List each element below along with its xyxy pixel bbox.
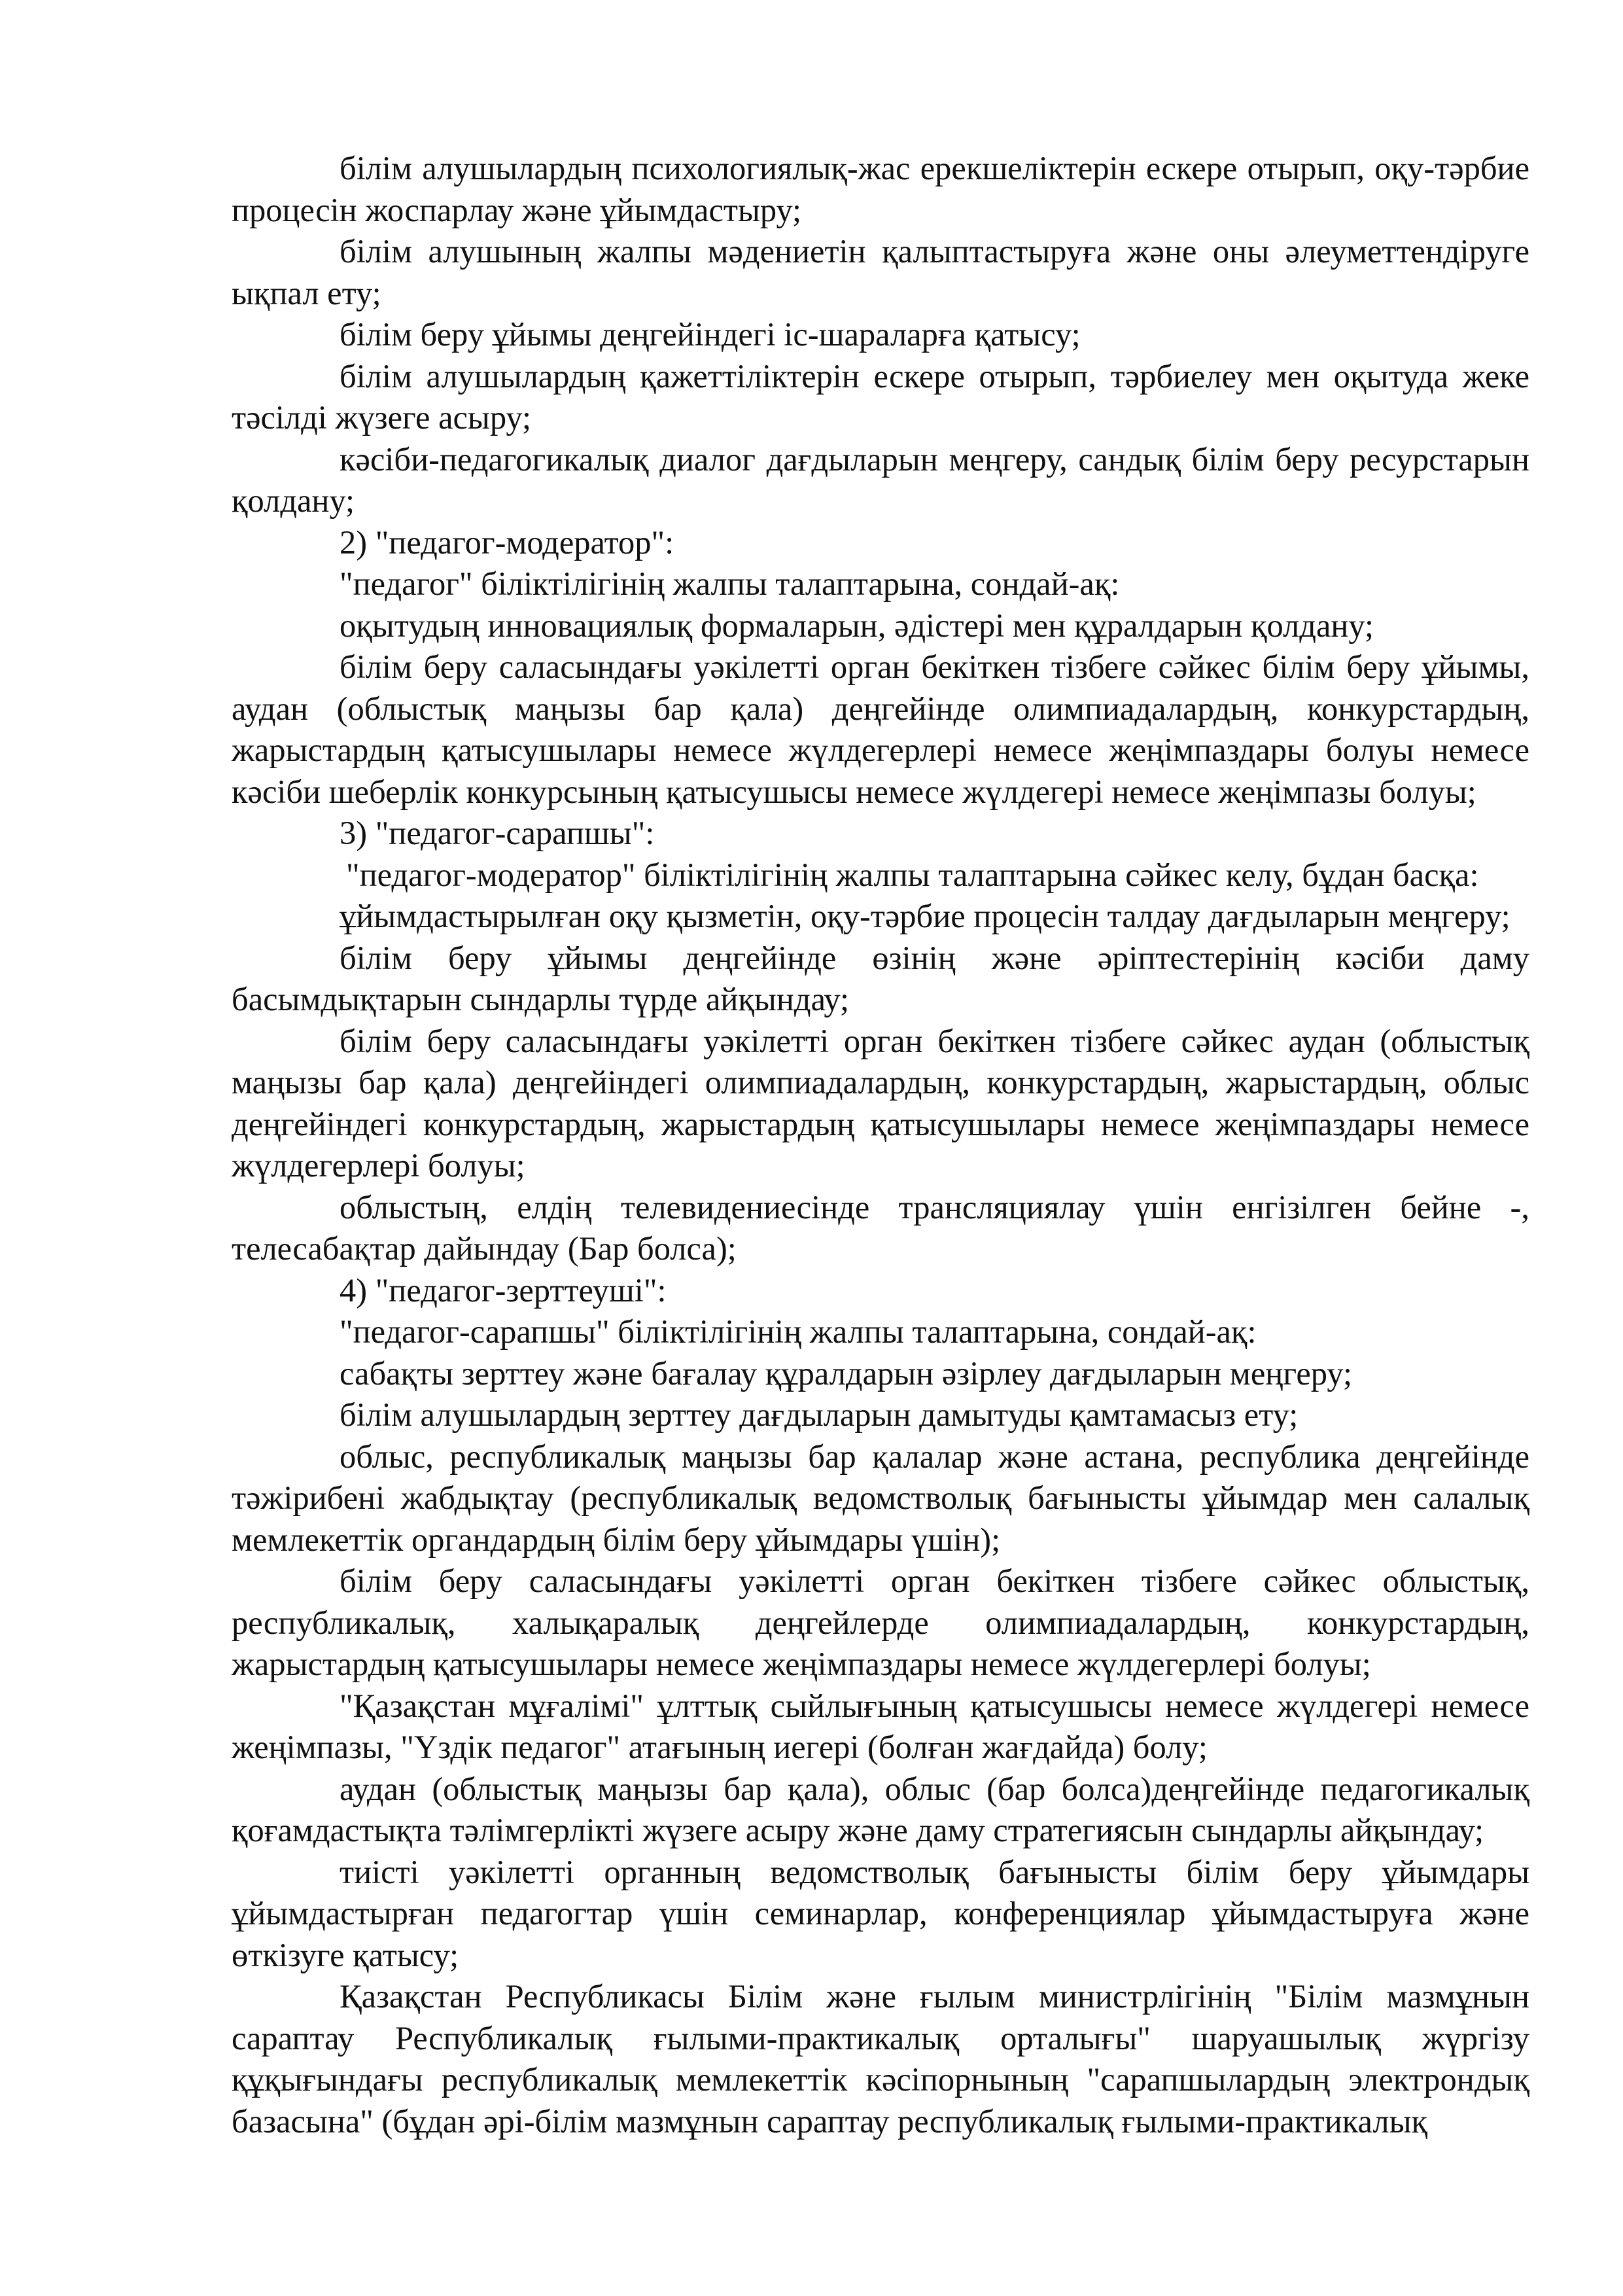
paragraph: кәсіби-педагогикалық диалог дағдыларын меңгеру, сандық білім беру ресурстарын қолдану; [232,440,1529,519]
paragraph: "Қазақстан мұғалімі" ұлттық сыйлығының қатысушысы немесе жүлдегері немесе жеңімпазы, "Үздік педагог" атағының иегері (болған жағдайда) болу; [232,1687,1529,1765]
paragraph: облыстың, елдің телевидениесінде трансляциялау үшін енгізілген бейне -, телесабақтар дайындау (Бар болса); [232,1188,1529,1267]
document-page [232,148,1529,2142]
paragraph: сабақты зерттеу және бағалау құралдарын әзірлеу дағдыларын меңгеру; [340,1354,1352,1392]
section-heading: 2) "педагог-модератор": [340,523,674,561]
paragraph: облыс, республикалық маңызы бар қалалар және астана, республика деңгейінде тәжірибені жабдықтау (республикалық ведомстволық бағынысты ұйымдар мен салалық мемлекеттік органдардың білім беру ұйымдары үшін); [232,1438,1529,1558]
paragraph: білім беру саласындағы уәкілетті орган бекіткен тізбеге сәйкес аудан (облыстық маңызы бар қала) деңгейіндегі олимпиадалардың, конкурстардың, жарыстардың, облыс деңгейіндегі конкурстардың, жарыстардың қатысушылары немесе жеңімпаздары немесе жүлдегерлері болуы; [232,1022,1529,1184]
paragraph: "педагог-модератор" біліктілігінің жалпы талаптарына сәйкес келу, бұдан басқа: [346,856,1479,893]
paragraph: Қазақстан Республикасы Білім және ғылым министрлігінің "Білім мазмұнын сараптау Республикалық ғылыми-практикалық орталығы" шаруашылық жүргізу құқығындағы республикалық мемлекеттік кәсіпорнының "сарапшылардың электрондық базасына" (бұдан әрі-білім мазмұнын сараптау республикалық ғылыми-практикалық [232,1978,1529,2140]
paragraph: білім беру ұйымы деңгейіндегі іс-шараларға қатысу; [340,316,1081,353]
paragraph: ұйымдастырылған оқу қызметін, оқу-тәрбие процесін талдау дағдыларын меңгеру; [340,898,1510,934]
paragraph: білім беру саласындағы уәкілетті орган бекіткен тізбеге сәйкес білім беру ұйымы, аудан (облыстық маңызы бар қала) деңгейінде олимпиадалардың, конкурстардың, жарыстардың қатысушылары немесе жүлдегерлері немесе жеңімпаздары болуы немесе кәсіби шеберлік конкурсының қатысушысы немесе жүлдегері немесе жеңімпазы болуы; [232,648,1529,810]
section-heading: 3) "педагог-сарапшы": [340,815,655,851]
section-heading: 4) "педагог-зерттеуші": [340,1271,667,1309]
paragraph: "педагог-сарапшы" біліктілігінің жалпы талаптарына, сондай-ақ: [340,1313,1257,1350]
paragraph: білім беру ұйымы деңгейінде өзінің және әріптестерінің кәсіби даму басымдықтарын сындарлы түрде айқындау; [232,939,1529,1017]
paragraph: білім алушылардың қажеттіліктерін ескере отырып, тәрбиелеу мен оқытуда жеке тәсілді жүзеге асыру; [232,357,1529,436]
paragraph: білім алушылардың психологиялық-жас ерекшеліктерін ескере отырып, оқу-тәрбие процесін жоспарлау және ұйымдастыру; [232,150,1529,228]
paragraph: тиісті уәкілетті органның ведомстволық бағынысты білім беру ұйымдары ұйымдастырған педагогтар үшін семинарлар, конференциялар ұйымдастыруға және өткізуге қатысу; [232,1853,1529,1973]
paragraph: білім беру саласындағы уәкілетті орган бекіткен тізбеге сәйкес облыстық, республикалық, халықаралық деңгейлерде олимпиадалардың, конкурстардың, жарыстардың қатысушылары немесе жеңімпаздары немесе жүлдегерлері болуы; [232,1563,1529,1682]
paragraph: аудан (облыстық маңызы бар қала), облыс (бар болса)деңгейінде педагогикалық қоғамдастықта тәлімгерлікті жүзеге асыру және даму стратегиясын сындарлы айқындау; [232,1770,1529,1848]
paragraph: білім алушылардың зерттеу дағдыларын дамытуды қамтамасыз ету; [340,1396,1299,1433]
paragraph: оқытудың инновациялық формаларын, әдістері мен құралдарын қолдану; [340,607,1374,644]
paragraph: білім алушының жалпы мәдениетін қалыптастыруға және оны әлеуметтендіруге ықпал ету; [232,233,1529,311]
paragraph: "педагог" біліктілігінің жалпы талаптарына, сондай-ақ: [340,565,1120,602]
